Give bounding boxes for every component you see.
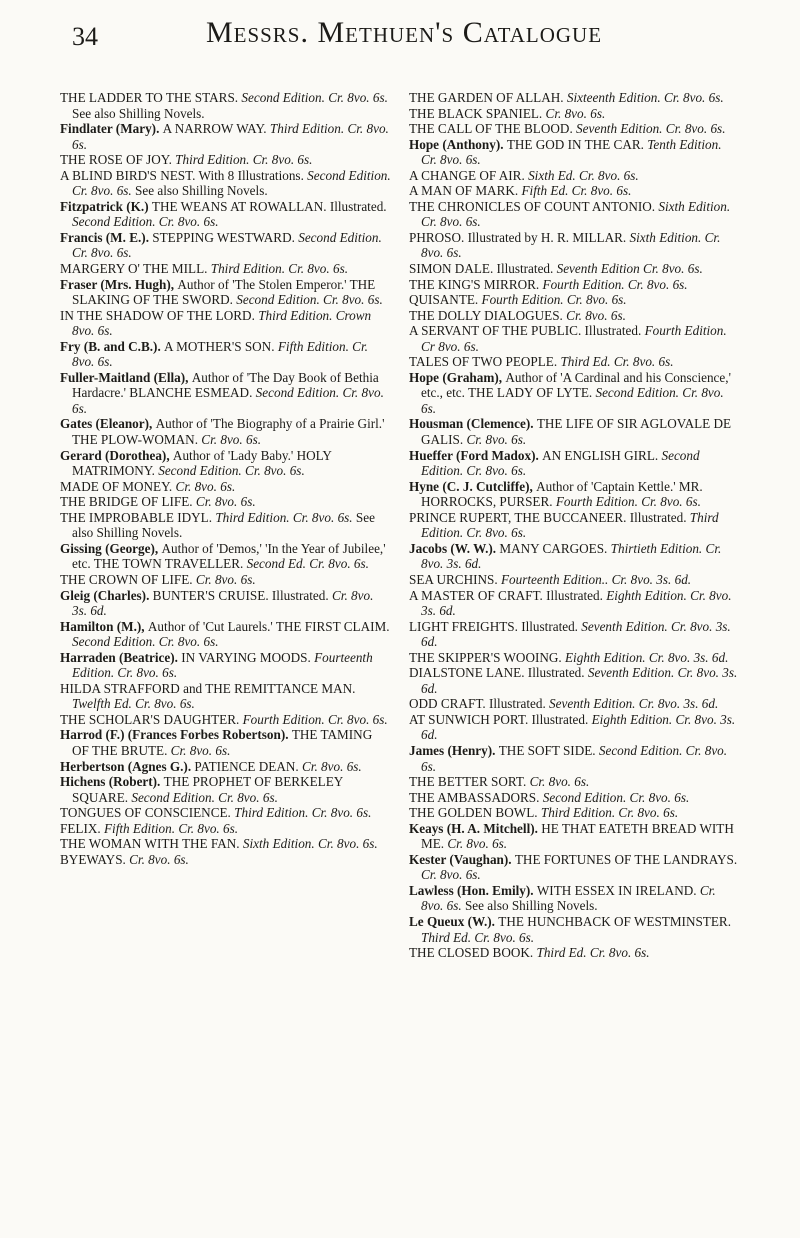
catalogue-entry bbox=[409, 619, 740, 650]
entry-title: TALES OF TWO PEOPLE. bbox=[409, 354, 561, 370]
entry-title: THE SKIPPER'S WOOING. bbox=[409, 649, 565, 665]
entry-title: IN THE SHADOW OF THE LORD. bbox=[60, 307, 259, 323]
entry-edition: Second Edition. Cr. 8vo. 6s. bbox=[72, 167, 391, 199]
entry-edition: Third Ed. Cr. 8vo. 6s. bbox=[421, 929, 535, 945]
entry-title: MADE OF MONEY. bbox=[60, 478, 176, 494]
catalogue-entry bbox=[409, 650, 740, 666]
entry-title: THE GOLDEN BOWL. bbox=[409, 805, 541, 821]
entry-author: Gissing (George), bbox=[60, 540, 162, 556]
entry-author: Gleig (Charles). bbox=[60, 587, 153, 603]
entry-note: See also Shilling Novels. bbox=[131, 183, 268, 199]
entry-title: THE DOLLY DIALOGUES. bbox=[409, 307, 567, 323]
entry-edition: Second Edition. Cr. 8vo. 6s. bbox=[421, 447, 700, 479]
entry-title: THE BLACK SPANIEL. bbox=[409, 105, 546, 121]
entry-edition: Second Edition. Cr. 8vo. 6s. bbox=[72, 229, 382, 261]
entry-edition: Cr. 8vo. 6s. bbox=[170, 742, 231, 758]
entry-edition: Third Edition. Cr. 8vo. 6s. bbox=[72, 121, 389, 152]
entry-author: Gerard (Dorothea), bbox=[60, 447, 173, 463]
entry-title: THE SCHOLAR'S DAUGHTER. bbox=[60, 711, 243, 727]
entry-author: Findlater (Mary). bbox=[60, 121, 163, 137]
catalogue-entry bbox=[409, 541, 740, 572]
catalogue-entry bbox=[60, 541, 391, 572]
entry-title: THE LIFE OF SIR AGLOVALE DE GALIS. bbox=[421, 416, 732, 448]
entry-edition: Third Edition. Cr. 8vo. 6s. bbox=[421, 509, 719, 541]
catalogue-entry bbox=[409, 914, 740, 945]
catalogue-entry bbox=[409, 354, 740, 370]
entry-edition: Seventh Edition. Cr. 8vo. 3s. 6d. bbox=[549, 696, 719, 712]
catalogue-entry bbox=[409, 712, 740, 743]
entry-author: Fry (B. and C.B.). bbox=[60, 338, 165, 354]
entry-edition: Fourth Edition. Cr. 8vo. 6s. bbox=[481, 292, 627, 308]
entry-title: HILDA STRAFFORD and THE REMITTANCE MAN. bbox=[60, 680, 356, 696]
catalogue-entry bbox=[60, 821, 391, 837]
entry-author: Housman (Clemence). bbox=[409, 416, 537, 432]
entry-title: THE PROPHET OF BERKELEY SQUARE. bbox=[72, 774, 343, 805]
entry-title: Author of 'A Cardinal and his Conscience,' etc., etc. THE LADY OF LYTE. bbox=[421, 369, 731, 401]
entry-author: Hope (Anthony). bbox=[409, 136, 507, 152]
entry-author: Herbertson (Agnes G.). bbox=[60, 758, 195, 774]
entry-edition: Cr. 8vo. 6s. bbox=[566, 307, 626, 323]
entry-edition: Fourth Edition. Cr. 8vo. 6s. bbox=[555, 494, 701, 510]
catalogue-entry bbox=[409, 448, 740, 479]
entry-title: FELIX. bbox=[60, 820, 104, 836]
entry-title: Author of 'Lady Baby.' HOLY MATRIMONY. bbox=[72, 447, 332, 479]
catalogue-entry bbox=[409, 183, 740, 199]
entry-title: QUISANTE. bbox=[409, 292, 482, 308]
entry-title: A BLIND BIRD'S NEST. With 8 Illustrations. bbox=[60, 167, 308, 183]
entry-edition: Sixth Ed. Cr. 8vo. 6s. bbox=[528, 167, 639, 183]
entry-edition: Fourth Edition. Cr 8vo. 6s. bbox=[421, 323, 727, 354]
catalogue-entry bbox=[409, 572, 740, 588]
catalogue-entry bbox=[60, 650, 391, 681]
entry-edition: Sixth Edition. Cr. 8vo. 6s. bbox=[421, 229, 721, 261]
entry-title: Author of 'The Biography of a Prairie Girl.' THE PLOW-WOMAN. bbox=[72, 416, 385, 448]
entry-edition: Cr. 8vo. 6s. bbox=[466, 432, 527, 448]
entry-edition: Second Edition. Cr. 8vo. 6s. bbox=[421, 385, 724, 416]
catalogue-entry bbox=[409, 945, 740, 961]
entry-title: ODD CRAFT. Illustrated. bbox=[409, 696, 550, 712]
entry-author: Harrod (F.) (Frances Forbes Robertson). bbox=[60, 727, 292, 743]
running-head: Messrs. Methuen's Catalogue bbox=[205, 16, 603, 49]
catalogue-entry bbox=[60, 510, 391, 541]
entry-edition: Cr. 8vo. 6s. bbox=[195, 571, 256, 587]
entry-edition: Sixth Edition. Cr. 8vo. 6s. bbox=[242, 836, 378, 852]
catalogue-entry bbox=[409, 588, 740, 619]
entry-title: WITH ESSEX IN IRELAND. bbox=[536, 882, 700, 898]
entry-edition: Cr. 8vo. 6s. bbox=[302, 758, 362, 774]
catalogue-entry bbox=[409, 416, 740, 447]
catalogue-entry bbox=[409, 790, 740, 806]
catalogue-entry bbox=[60, 479, 391, 495]
entry-edition: Fourteenth Edition. Cr. 8vo. 6s. bbox=[72, 649, 373, 681]
entry-edition: Fifth Edition. Cr. 8vo. 6s. bbox=[103, 820, 239, 836]
catalogue-entry bbox=[409, 805, 740, 821]
entry-author: Fitzpatrick (K.) bbox=[60, 198, 152, 214]
entry-author: Hyne (C. J. Cutcliffe), bbox=[409, 478, 537, 494]
entry-edition: Second Edition. Cr. 8vo. 6s. bbox=[72, 385, 384, 416]
entry-title: THE WOMAN WITH THE FAN. bbox=[60, 836, 243, 852]
entry-edition: Cr. 8vo. 6s. bbox=[529, 774, 590, 790]
entry-title: A MASTER OF CRAFT. Illustrated. bbox=[409, 587, 607, 603]
entry-edition: Seventh Edition. Cr. 8vo. 3s. 6d. bbox=[421, 665, 738, 696]
entry-title: THE FORTUNES OF THE LANDRAYS. bbox=[514, 851, 738, 867]
catalogue-entry bbox=[409, 261, 740, 277]
catalogue-columns bbox=[60, 90, 740, 1210]
entry-author: Hueffer (Ford Madox). bbox=[409, 447, 543, 463]
right-column bbox=[409, 90, 740, 1210]
entry-edition: Cr. 8vo. 6s. bbox=[201, 432, 262, 448]
catalogue-entry bbox=[60, 416, 391, 447]
catalogue-entry bbox=[409, 370, 740, 417]
entry-title: TONGUES OF CONSCIENCE. bbox=[60, 805, 235, 821]
entry-author: James (Henry). bbox=[409, 742, 499, 758]
entry-edition: Second Edition. Cr. 8vo. 6s. bbox=[241, 90, 388, 105]
catalogue-entry bbox=[409, 292, 740, 308]
entry-author: Fraser (Mrs. Hugh), bbox=[60, 276, 178, 292]
entry-title: Author of 'Cut Laurels.' THE FIRST CLAIM. bbox=[147, 618, 390, 634]
catalogue-entry bbox=[60, 230, 391, 261]
entry-edition: Cr. 8vo. 6s. bbox=[195, 494, 256, 510]
entry-title: PRINCE RUPERT, THE BUCCANEER. Illustrated. bbox=[409, 509, 690, 525]
catalogue-entry bbox=[60, 681, 391, 712]
entry-edition: Eighth Edition. Cr. 8vo. 3s. 6d. bbox=[565, 649, 729, 665]
catalogue-entry bbox=[60, 494, 391, 510]
entry-author: Hope (Graham), bbox=[409, 369, 506, 385]
catalogue-entry bbox=[409, 665, 740, 696]
catalogue-entry bbox=[60, 199, 391, 230]
entry-title: Author of 'Demos,' 'In the Year of Jubilee,' etc. THE TOWN TRAVELLER. bbox=[72, 540, 386, 572]
entry-edition: Cr. 8vo. 6s. bbox=[545, 105, 606, 121]
entry-edition: Twelfth Ed. Cr. 8vo. 6s. bbox=[72, 696, 195, 712]
entry-title: AT SUNWICH PORT. Illustrated. bbox=[409, 711, 592, 727]
catalogue-entry bbox=[60, 152, 391, 168]
entry-edition: Eighth Edition. Cr. 8vo. 3s. 6d. bbox=[421, 587, 732, 619]
entry-edition: Seventh Edition. Cr. 8vo. 6s. bbox=[576, 121, 726, 137]
entry-author: Hichens (Robert). bbox=[60, 774, 164, 790]
catalogue-entry bbox=[409, 774, 740, 790]
catalogue-entry bbox=[60, 168, 391, 199]
entry-title: THE HUNCHBACK OF WESTMINSTER. bbox=[498, 913, 732, 929]
entry-edition: Second Ed. Cr. 8vo. 6s. bbox=[246, 556, 369, 572]
catalogue-entry bbox=[409, 230, 740, 261]
catalogue-entry bbox=[409, 510, 740, 541]
entry-edition: Third Edition. Cr. 8vo. 6s. bbox=[540, 805, 679, 821]
entry-title: STEPPING WESTWARD. bbox=[152, 229, 299, 245]
entry-title: THE IMPROBABLE IDYL. bbox=[60, 509, 216, 525]
entry-title: THE CLOSED BOOK. bbox=[409, 945, 537, 961]
entry-title: THE KING'S MIRROR. bbox=[409, 276, 543, 292]
entry-title: AN ENGLISH GIRL. bbox=[542, 447, 662, 463]
catalogue-entry bbox=[60, 836, 391, 852]
entry-edition: Second Edition. Cr. 8vo. 6s. bbox=[421, 742, 728, 774]
catalogue-entry bbox=[60, 277, 391, 308]
catalogue-entry bbox=[60, 261, 391, 277]
entry-title: THE BRIDGE OF LIFE. bbox=[60, 494, 196, 510]
catalogue-entry bbox=[409, 199, 740, 230]
entry-title: THE AMBASSADORS. bbox=[409, 789, 543, 805]
entry-title: THE GOD IN THE CAR. bbox=[506, 136, 648, 152]
entry-title: THE GARDEN OF ALLAH. bbox=[409, 90, 567, 105]
entry-title: LIGHT FREIGHTS. Illustrated. bbox=[409, 618, 582, 634]
entry-edition: Fifth Ed. Cr. 8vo. 6s. bbox=[521, 183, 632, 199]
catalogue-entry bbox=[60, 90, 391, 121]
entry-title: A NARROW WAY. bbox=[162, 121, 270, 137]
entry-edition: Fourth Edition. Cr. 8vo. 6s. bbox=[542, 276, 688, 292]
catalogue-entry bbox=[409, 323, 740, 354]
catalogue-entry bbox=[409, 852, 740, 883]
entry-note: See also Shilling Novels. bbox=[461, 898, 598, 914]
entry-author: Hamilton (M.), bbox=[60, 618, 148, 634]
entry-edition: Second Edition. Cr. 8vo. 6s. bbox=[72, 634, 219, 650]
page-number: 34 bbox=[72, 22, 98, 51]
entry-edition: Third Ed. Cr. 8vo. 6s. bbox=[560, 354, 674, 370]
entry-edition: Cr. 8vo. 6s. bbox=[129, 851, 189, 867]
entry-edition: Cr. 8vo. 6s. bbox=[175, 478, 236, 494]
entry-edition: Second Edition. Cr. 8vo. 6s. bbox=[72, 214, 219, 230]
entry-title: THE ROSE OF JOY. bbox=[60, 152, 176, 168]
entry-edition: Second Edition. Cr. 8vo. 6s. bbox=[542, 789, 690, 805]
entry-edition: Sixth Edition. Cr. 8vo. 6s. bbox=[421, 198, 731, 230]
entry-edition: Third Ed. Cr. 8vo. 6s. bbox=[536, 945, 650, 961]
entry-author: Le Queux (W.). bbox=[409, 913, 499, 929]
entry-title: A MAN OF MARK. bbox=[409, 183, 522, 199]
catalogue-entry bbox=[409, 121, 740, 137]
entry-note: See also Shilling Novels. bbox=[72, 105, 205, 121]
catalogue-entry bbox=[60, 774, 391, 805]
entry-edition: Third Edition. Cr. 8vo. 6s. bbox=[234, 805, 372, 821]
entry-edition: Eighth Edition. Cr. 8vo. 3s. 6d. bbox=[421, 711, 736, 743]
entry-edition: Cr. 8vo. 3s. 6d. bbox=[72, 587, 374, 619]
entry-title: THE CALL OF THE BLOOD. bbox=[409, 121, 577, 137]
entry-author: Francis (M. E.). bbox=[60, 229, 153, 245]
entry-edition: Third Edition. Crown 8vo. 6s. bbox=[72, 307, 372, 339]
catalogue-entry bbox=[60, 588, 391, 619]
entry-title: THE CHRONICLES OF COUNT ANTONIO. bbox=[409, 198, 659, 214]
catalogue-entry bbox=[409, 479, 740, 510]
entry-title: THE WEANS AT ROWALLAN. Illustrated. bbox=[151, 198, 387, 214]
entry-title: A MOTHER'S SON. bbox=[164, 338, 278, 354]
entry-edition: Cr. 8vo. 6s. bbox=[421, 882, 716, 914]
catalogue-entry bbox=[409, 90, 740, 106]
page-header bbox=[72, 16, 736, 56]
entry-edition: Fourth Edition. Cr. 8vo. 6s. bbox=[242, 711, 388, 727]
catalogue-entry bbox=[409, 308, 740, 324]
entry-title: MARGERY O' THE MILL. bbox=[60, 261, 211, 277]
catalogue-entry bbox=[60, 727, 391, 758]
entry-edition: Thirtieth Edition. Cr. 8vo. 3s. 6d. bbox=[421, 540, 722, 572]
catalogue-entry bbox=[60, 852, 391, 868]
entry-title: IN VARYING MOODS. bbox=[181, 649, 315, 665]
entry-edition: Third Edition. Cr. 8vo. 6s. bbox=[210, 261, 348, 277]
catalogue-entry bbox=[60, 308, 391, 339]
entry-edition: Third Edition. Cr. 8vo. 6s. bbox=[215, 509, 353, 525]
entry-title: Author of 'The Day Book of Bethia Hardacre.' BLANCHE ESMEAD. bbox=[72, 369, 379, 401]
entry-title: THE BETTER SORT. bbox=[409, 774, 530, 790]
entry-author: Lawless (Hon. Emily). bbox=[409, 882, 537, 898]
entry-note: See also Shilling Novels. bbox=[72, 509, 375, 541]
entry-title: SIMON DALE. Illustrated. bbox=[409, 261, 557, 277]
entry-title: THE SOFT SIDE. bbox=[498, 742, 599, 758]
catalogue-entry bbox=[60, 619, 391, 650]
entry-edition: Fifth Edition. Cr. 8vo. 6s. bbox=[72, 338, 368, 370]
entry-edition: Cr. 8vo. 6s. bbox=[421, 867, 481, 883]
entry-title: Author of 'The Stolen Emperor.' THE SLAKING OF THE SWORD. bbox=[72, 276, 376, 308]
entry-title: MANY CARGOES. bbox=[499, 540, 611, 556]
catalogue-entry bbox=[60, 448, 391, 479]
entry-edition: Third Edition. Cr. 8vo. 6s. bbox=[175, 152, 313, 168]
catalogue-entry bbox=[409, 821, 740, 852]
catalogue-entry bbox=[60, 712, 391, 728]
entry-author: Fuller-Maitland (Ella), bbox=[60, 369, 192, 385]
entry-title: A CHANGE OF AIR. bbox=[409, 167, 529, 183]
entry-edition: Second Edition. Cr. 8vo. 6s. bbox=[236, 292, 383, 308]
catalogue-entry bbox=[409, 106, 740, 122]
entry-edition: Cr. 8vo. 6s. bbox=[447, 836, 508, 852]
entry-title: HE THAT EATETH BREAD WITH ME. bbox=[421, 820, 734, 852]
entry-title: PATIENCE DEAN. bbox=[194, 758, 302, 774]
catalogue-entry bbox=[409, 137, 740, 168]
catalogue-entry bbox=[60, 805, 391, 821]
entry-title: BUNTER'S CRUISE. Illustrated. bbox=[152, 587, 332, 603]
entry-title: SEA URCHINS. bbox=[409, 571, 501, 587]
entry-title: A SERVANT OF THE PUBLIC. Illustrated. bbox=[409, 323, 645, 339]
catalogue-entry bbox=[409, 743, 740, 774]
entry-author: Gates (Eleanor), bbox=[60, 416, 156, 432]
catalogue-entry bbox=[409, 883, 740, 914]
entry-title: PHROSO. Illustrated by H. R. MILLAR. bbox=[409, 229, 630, 245]
entry-edition: Second Edition. Cr. 8vo. 6s. bbox=[158, 463, 305, 479]
catalogue-entry bbox=[60, 339, 391, 370]
catalogue-entry bbox=[60, 759, 391, 775]
entry-edition: Tenth Edition. Cr. 8vo. 6s. bbox=[421, 136, 722, 168]
left-column bbox=[60, 90, 391, 1210]
entry-edition: Seventh Edition. Cr. 8vo. 3s. 6d. bbox=[421, 618, 731, 650]
catalogue-entry bbox=[60, 572, 391, 588]
catalogue-entry bbox=[409, 168, 740, 184]
entry-author: Keays (H. A. Mitchell). bbox=[409, 820, 542, 836]
entry-edition: Fourteenth Edition.. Cr. 8vo. 3s. 6d. bbox=[500, 571, 692, 587]
entry-title: BYEWAYS. bbox=[60, 851, 130, 867]
entry-edition: Seventh Edition Cr. 8vo. 6s. bbox=[556, 261, 703, 277]
catalogue-entry bbox=[60, 370, 391, 417]
entry-author: Jacobs (W. W.). bbox=[409, 540, 500, 556]
entry-edition: Second Edition. Cr. 8vo. 6s. bbox=[131, 789, 278, 805]
entry-title: THE TAMING OF THE BRUTE. bbox=[72, 727, 373, 758]
entry-title: Author of 'Captain Kettle.' MR. HORROCKS, PURSER. bbox=[421, 478, 703, 510]
entry-author: Harraden (Beatrice). bbox=[60, 649, 182, 665]
entry-edition: Sixteenth Edition. Cr. 8vo. 6s. bbox=[566, 90, 724, 105]
catalogue-entry bbox=[409, 277, 740, 293]
catalogue-entry bbox=[60, 121, 391, 152]
entry-author: Kester (Vaughan). bbox=[409, 851, 515, 867]
entry-title: DIALSTONE LANE. Illustrated. bbox=[409, 665, 588, 681]
entry-title: THE CROWN OF LIFE. bbox=[60, 571, 196, 587]
entry-title: THE LADDER TO THE STARS. bbox=[60, 90, 242, 105]
catalogue-entry bbox=[409, 696, 740, 712]
